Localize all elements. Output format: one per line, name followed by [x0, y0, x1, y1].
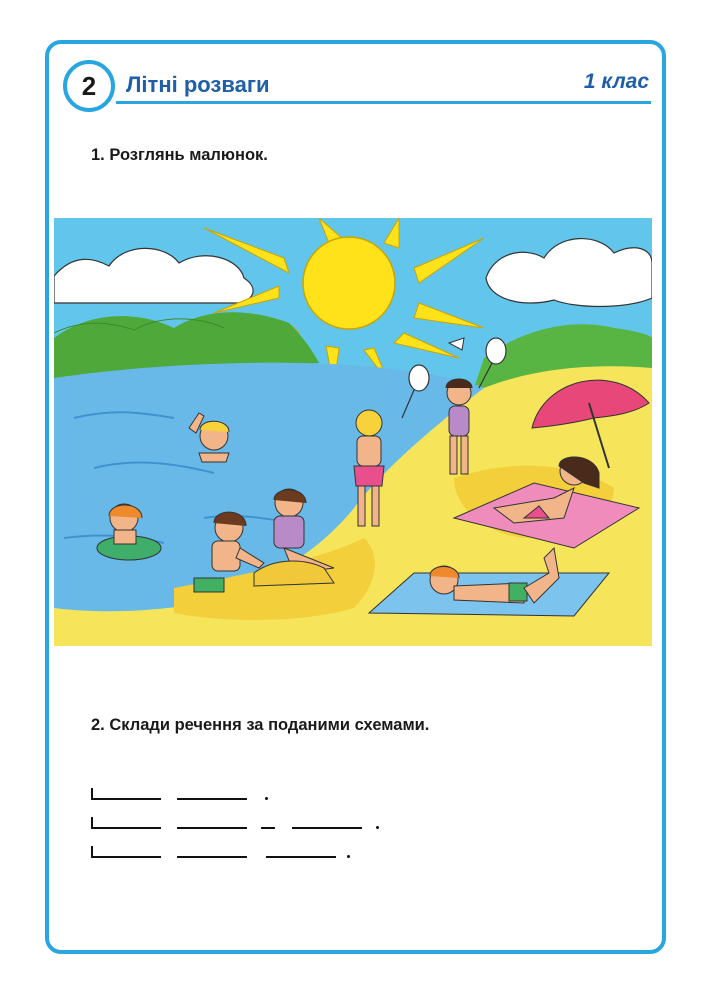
scheme-word-line [292, 827, 362, 829]
scheme-short-word-line [261, 827, 275, 829]
scheme-word-line [177, 856, 247, 858]
lesson-number-badge [63, 60, 115, 112]
scheme-period [347, 855, 350, 858]
scheme-word-line [177, 798, 247, 800]
grade-label: 1 клас [583, 70, 649, 93]
scheme-word-line [91, 856, 161, 858]
scheme-word-line [91, 827, 161, 829]
sentence-scheme-3 [91, 844, 361, 858]
scheme-word-line [266, 856, 336, 858]
lesson-number: 2 [81, 70, 97, 101]
scheme-word-line [177, 827, 247, 829]
page-title: Літні розваги [126, 72, 270, 97]
sentence-scheme-2 [91, 815, 391, 829]
scheme-period [265, 797, 268, 800]
beach-illustration [54, 218, 652, 646]
scheme-period [376, 826, 379, 829]
task-2-text: 2. Склади речення за поданими схемами. [91, 716, 430, 734]
scheme-word-line [91, 798, 161, 800]
title-underline [116, 101, 651, 104]
task-1-text: 1. Розглянь малюнок. [91, 146, 268, 164]
sun [303, 237, 395, 329]
sentence-scheme-1 [91, 786, 291, 800]
